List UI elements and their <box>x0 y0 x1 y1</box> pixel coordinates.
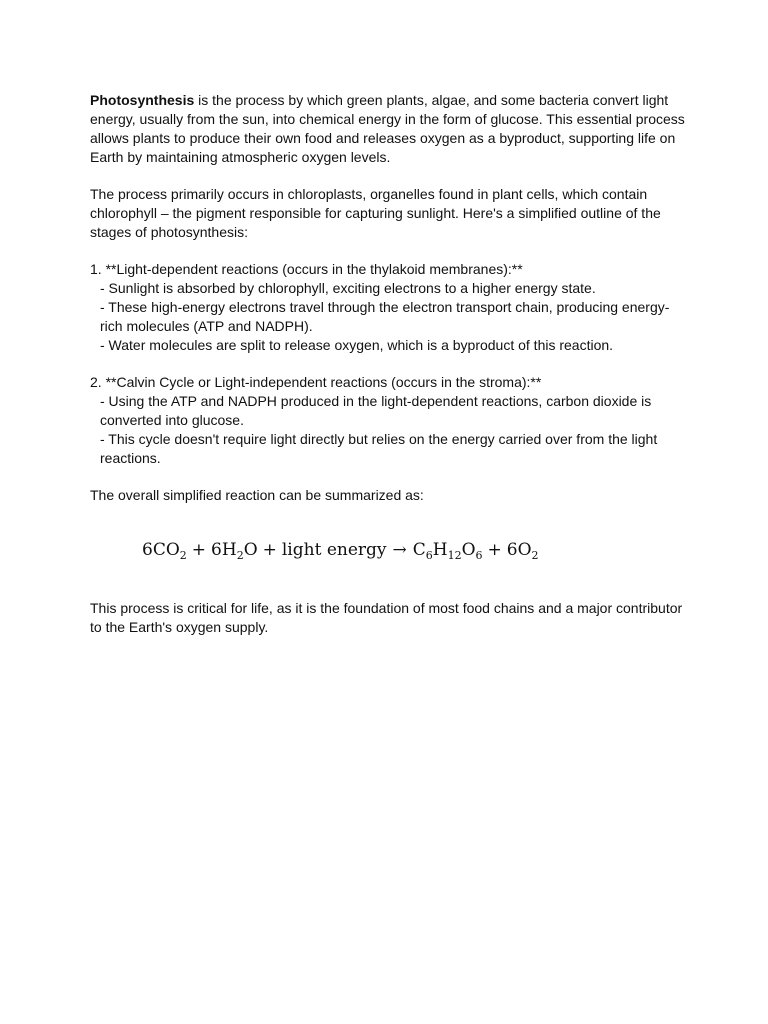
plus-sign: + <box>487 540 502 560</box>
conclusion-paragraph: This process is critical for life, as it is the foundation of most food chains and a major contributor to the Earth's oxygen supply. <box>90 600 683 635</box>
reaction-arrow: → <box>392 540 407 560</box>
intro-term: Photosynthesis <box>90 92 195 108</box>
summary-intro: The overall simplified reaction can be summarized as: <box>90 487 424 503</box>
intro-text: is the process by which green plants, algae, and some bacteria convert light energy, usually from the sun, into chemical energy in the form of glucose. This essential process allows plants to produce their own food and releases oxygen as a byproduct, supporting life on Earth by maintaining atmospheric oxygen levels. <box>90 92 685 165</box>
stage-2-bullet-2: - This cycle doesn't require light directly but relies on the energy carried over from the light reactions. <box>100 431 658 466</box>
plus-sign: + <box>191 540 207 560</box>
reactant-h2o: $6H_2O$ <box>211 540 258 562</box>
stage-1-heading: 1. **Light-dependent reactions (occurs in the thylakoid membranes):** <box>90 261 523 277</box>
stage-1-bullet-3: - Water molecules are split to release oxygen, which is a byproduct of this reaction. <box>100 337 614 353</box>
stage-2 <box>90 373 690 468</box>
stage-1-bullet-2 <box>90 298 690 336</box>
overview-paragraph: The process primarily occurs in chloroplasts, organelles found in plant cells, which contain chlorophyll – the pigment responsible for capturing sunlight. Here's a simplified outline of the stages of photosynthesis: <box>90 186 661 240</box>
product-oxygen: $6O_2$ <box>506 540 539 562</box>
stage-2-bullet-1: - Using the ATP and NADPH produced in the light-dependent reactions, carbon dioxide is converted into glucose. <box>100 393 652 428</box>
stage-1 <box>90 260 690 355</box>
light-energy-term: light energy <box>281 540 387 560</box>
document-page <box>90 91 690 637</box>
photosynthesis-equation <box>142 539 690 561</box>
product-glucose: $C_6H_{12}O_6$ <box>412 540 483 562</box>
stage-2-heading: 2. **Calvin Cycle or Light-independent reactions (occurs in the stroma):** <box>90 374 542 390</box>
reactant-co2: $6CO_2$ <box>142 540 187 562</box>
stage-1-bullet-2-text: - These high-energy electrons travel through the electron transport chain, producing energy-rich molecules (ATP and NADPH). <box>100 299 670 334</box>
intro-paragraph <box>90 91 690 167</box>
stage-1-bullet-1: - Sunlight is absorbed by chlorophyll, exciting electrons to a higher energy state. <box>100 280 596 296</box>
plus-sign: + <box>262 540 277 560</box>
